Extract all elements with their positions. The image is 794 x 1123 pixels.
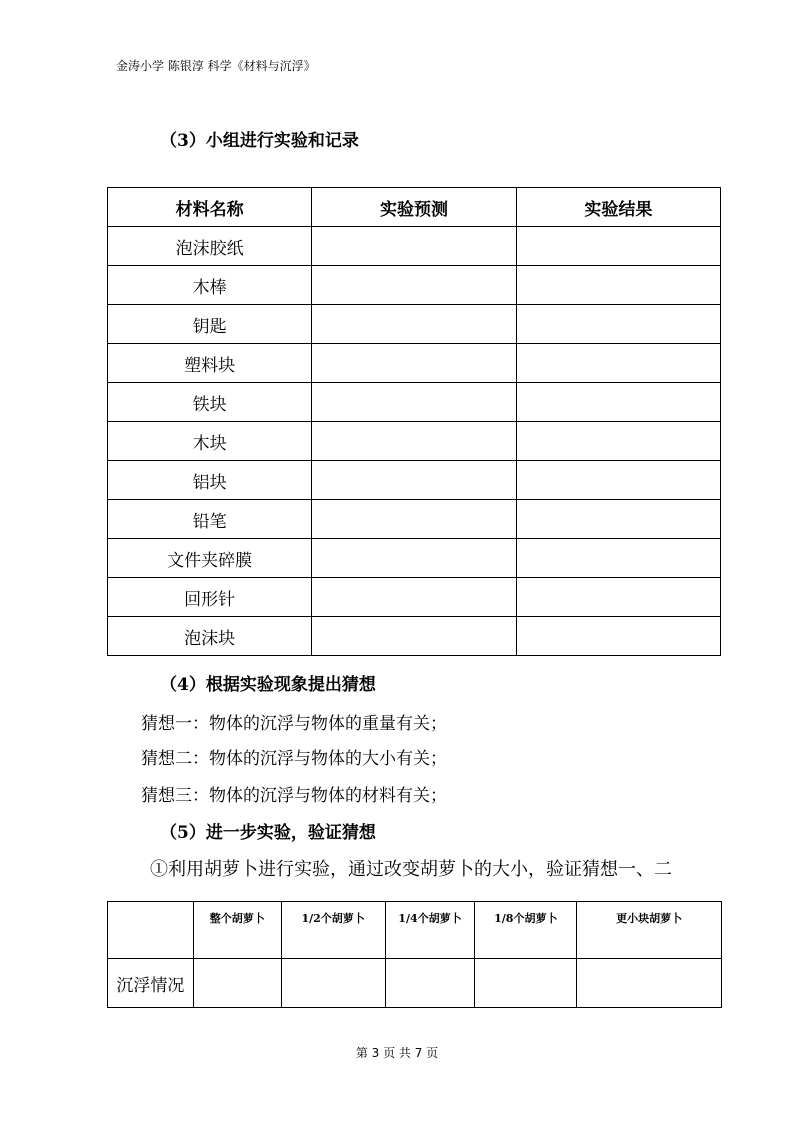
result-cell	[516, 500, 720, 539]
table-row	[108, 227, 721, 266]
table-row	[108, 617, 721, 656]
material-name-cell: 钥匙	[108, 305, 312, 344]
table-row	[108, 383, 721, 422]
result-cell	[516, 461, 720, 500]
result-cell	[516, 422, 720, 461]
column-header-prediction: 实验预测	[312, 188, 516, 227]
carrot-table	[107, 901, 722, 1008]
table-row	[108, 305, 721, 344]
prediction-cell	[312, 500, 516, 539]
table-row	[108, 266, 721, 305]
prediction-cell	[312, 461, 516, 500]
material-name-cell: 回形针	[108, 578, 312, 617]
result-cell	[516, 578, 720, 617]
prediction-cell	[312, 539, 516, 578]
result-cell	[516, 227, 720, 266]
result-cell	[516, 539, 720, 578]
result-cell	[516, 617, 720, 656]
section-3-title: （3）小组进行实验和记录	[160, 131, 359, 151]
column-header-result: 实验结果	[516, 188, 720, 227]
material-name-cell: 泡沫胶纸	[108, 227, 312, 266]
carrot-cell	[281, 959, 385, 1008]
column-header-material: 材料名称	[108, 188, 312, 227]
material-name-cell: 铝块	[108, 461, 312, 500]
material-name-cell: 木块	[108, 422, 312, 461]
guess-2: 猜想二：物体的沉浮与物体的大小有关；	[141, 749, 447, 769]
prediction-cell	[312, 578, 516, 617]
prediction-cell	[312, 305, 516, 344]
page-footer: 第 3 页 共 7 页	[355, 1046, 439, 1060]
table-row	[108, 539, 721, 578]
carrot-header-smaller: 更小块胡萝卜	[577, 902, 722, 959]
table-row	[108, 578, 721, 617]
carrot-cell	[577, 959, 722, 1008]
prediction-cell	[312, 617, 516, 656]
table-header-row	[108, 188, 721, 227]
table-row	[108, 461, 721, 500]
table-row	[108, 500, 721, 539]
material-name-cell: 文件夹碎膜	[108, 539, 312, 578]
material-name-cell: 塑料块	[108, 344, 312, 383]
carrot-header-eighth: 1/8个胡萝卜	[475, 902, 577, 959]
prediction-cell	[312, 266, 516, 305]
page-header: 金涛小学 陈银淳 科学《材料与沉浮》	[116, 59, 316, 73]
carrot-header-whole: 整个胡萝卜	[193, 902, 281, 959]
material-name-cell: 泡沫块	[108, 617, 312, 656]
guess-1: 猜想一：物体的沉浮与物体的重量有关；	[141, 714, 447, 734]
table-row	[108, 422, 721, 461]
record-table	[107, 187, 721, 656]
section-5-title: （5）进一步实验，验证猜想	[160, 823, 376, 843]
carrot-header-quarter: 1/4个胡萝卜	[385, 902, 475, 959]
result-cell	[516, 266, 720, 305]
carrot-cell	[475, 959, 577, 1008]
carrot-row-label: 沉浮情况	[108, 959, 194, 1008]
prediction-cell	[312, 227, 516, 266]
result-cell	[516, 383, 720, 422]
material-name-cell: 木棒	[108, 266, 312, 305]
section-4-title: （4）根据实验现象提出猜想	[160, 675, 376, 695]
carrot-header-row	[108, 902, 722, 959]
carrot-result-row	[108, 959, 722, 1008]
experiment-note: ①利用胡萝卜进行实验，通过改变胡萝卜的大小，验证猜想一、二	[150, 859, 672, 880]
prediction-cell	[312, 422, 516, 461]
prediction-cell	[312, 344, 516, 383]
result-cell	[516, 344, 720, 383]
result-cell	[516, 305, 720, 344]
guess-3: 猜想三：物体的沉浮与物体的材料有关；	[141, 786, 447, 806]
table-row	[108, 344, 721, 383]
prediction-cell	[312, 383, 516, 422]
material-name-cell: 铁块	[108, 383, 312, 422]
carrot-cell	[193, 959, 281, 1008]
material-name-cell: 铅笔	[108, 500, 312, 539]
carrot-cell	[385, 959, 475, 1008]
carrot-header-blank	[108, 902, 194, 959]
carrot-header-half: 1/2个胡萝卜	[281, 902, 385, 959]
